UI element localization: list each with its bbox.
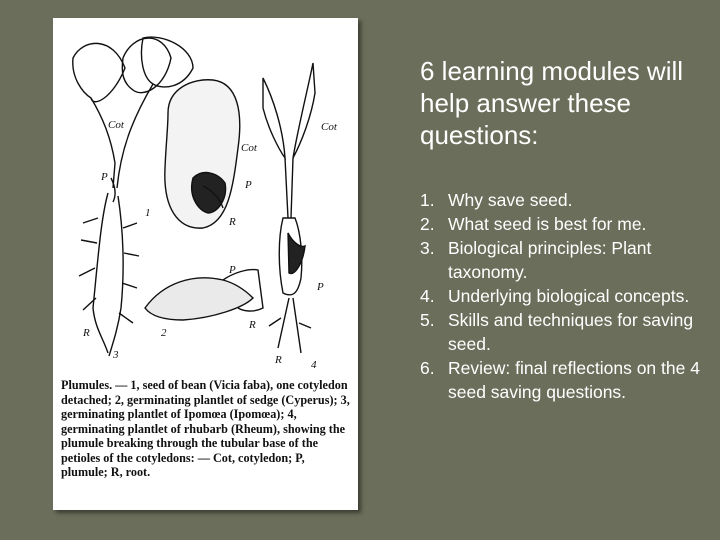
plumules-illustration <box>53 18 358 510</box>
label-n2: 2 <box>161 327 167 339</box>
item-text: Review: final reflections on the 4 seed saving questions. <box>448 358 700 402</box>
label-cot-4: Cot <box>321 121 337 133</box>
label-n3: 3 <box>113 349 119 361</box>
list-item <box>420 284 705 308</box>
item-number: 5. <box>420 310 435 330</box>
item-number: 2. <box>420 214 435 234</box>
label-cot-1: Cot <box>241 142 257 154</box>
list-item <box>420 212 705 236</box>
question-list <box>420 188 705 404</box>
label-p-4: P <box>317 281 324 293</box>
list-item <box>420 356 705 404</box>
label-n4: 4 <box>311 359 317 371</box>
label-r-4: R <box>275 354 282 366</box>
rhubarb-plantlet <box>263 63 315 353</box>
list-item <box>420 308 705 356</box>
item-text: What seed is best for me. <box>448 214 647 234</box>
item-text: Skills and techniques for saving seed. <box>448 310 694 354</box>
bean-seed <box>165 80 240 228</box>
item-number: 1. <box>420 190 435 210</box>
item-text: Biological principles: Plant taxonomy. <box>448 238 652 282</box>
label-n1: 1 <box>145 207 151 219</box>
item-number: 3. <box>420 238 435 258</box>
label-cot-3: Cot <box>108 119 124 131</box>
item-text: Underlying biological concepts. <box>448 286 690 306</box>
label-r-1: R <box>229 216 236 228</box>
slide-title: 6 learning modules will help answer these questions: <box>420 56 684 150</box>
label-r-3: R <box>83 327 90 339</box>
item-number: 6. <box>420 358 435 378</box>
item-number: 4. <box>420 286 435 306</box>
list-item <box>420 188 705 212</box>
label-p-2: P <box>229 264 236 276</box>
label-p-3: P <box>101 171 108 183</box>
label-r-2: R <box>249 319 256 331</box>
item-text: Why save seed. <box>448 190 573 210</box>
list-item <box>420 236 705 284</box>
figure-caption: Plumules. — 1, seed of bean (Vicia faba), one cotyledon detached; 2, germinating plantlet of sedge (Cyperus); 3, germinating plantlet of Ipomœa (Ipomœa); 4, germinating plantlet of rhubarb (Rheum), showing the plumule breaking through the tubular base of the petioles of the cotyledons: — Cot, cotyledon; P, plumule; R, root. <box>61 378 350 479</box>
sedge-plantlet <box>145 270 263 320</box>
plumules-drawing <box>53 18 358 378</box>
label-p-1: P <box>245 179 252 191</box>
